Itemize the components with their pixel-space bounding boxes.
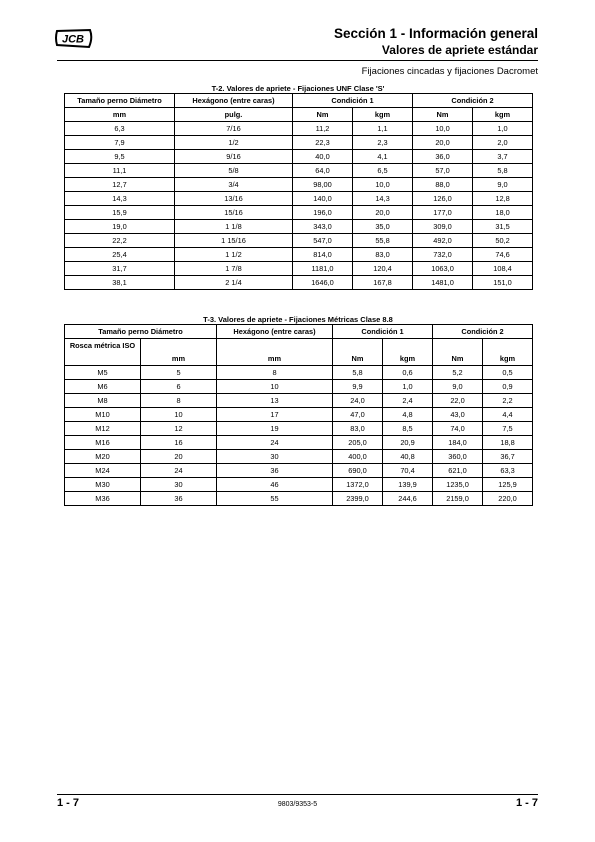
table-row (65, 276, 533, 290)
header-cell: pulg. (175, 108, 293, 122)
header-cell: Hexágono (entre caras) (217, 325, 333, 339)
table-cell: 11,2 (293, 122, 353, 136)
table-cell: 10,0 (413, 122, 473, 136)
header-cell: kgm (483, 339, 533, 366)
table-cell: 20,9 (383, 436, 433, 450)
table-cell: 30 (217, 450, 333, 464)
table-row (65, 248, 533, 262)
table-row (65, 450, 533, 464)
table-cell: 18,8 (483, 436, 533, 450)
table-cell: 5,8 (473, 164, 533, 178)
table-cell: 6,5 (353, 164, 413, 178)
table-cell: 0,6 (383, 366, 433, 380)
table-row (65, 478, 533, 492)
table-cell: 1 15/16 (175, 234, 293, 248)
table-cell: 2,3 (353, 136, 413, 150)
table-cell: 18,0 (473, 206, 533, 220)
table-header-row (65, 108, 533, 122)
table-cell: 2,2 (483, 394, 533, 408)
table-cell: 36,0 (413, 150, 473, 164)
table-cell: 16 (141, 436, 217, 450)
table-cell: 7,5 (483, 422, 533, 436)
page-number-left: 1 - 7 (57, 797, 80, 809)
table-cell: 9,0 (473, 178, 533, 192)
table-cell: 1181,0 (293, 262, 353, 276)
table-cell: 492,0 (413, 234, 473, 248)
table-cell: 10,0 (353, 178, 413, 192)
table-cell: 8,5 (383, 422, 433, 436)
table-cell: 13 (217, 394, 333, 408)
table-cell: 22,0 (433, 394, 483, 408)
unf-torque-table (64, 93, 533, 290)
table-cell: 7/16 (175, 122, 293, 136)
table-cell: 22,2 (65, 234, 175, 248)
table-cell: 3,7 (473, 150, 533, 164)
table-cell: 5/8 (175, 164, 293, 178)
table-cell: 151,0 (473, 276, 533, 290)
header-cell: Hexágono (entre caras) (175, 94, 293, 108)
table-cell: 184,0 (433, 436, 483, 450)
table-cell: 20,0 (413, 136, 473, 150)
table-cell: M20 (65, 450, 141, 464)
table-cell: 17 (217, 408, 333, 422)
table-cell: 205,0 (333, 436, 383, 450)
table-cell: 2,0 (473, 136, 533, 150)
document-code: 9803/9353-5 (277, 801, 318, 808)
table-cell: 14,3 (65, 192, 175, 206)
table-cell: 343,0 (293, 220, 353, 234)
table-cell: 19 (217, 422, 333, 436)
table-cell: 5 (141, 366, 217, 380)
table-cell: 98,00 (293, 178, 353, 192)
table-row (65, 206, 533, 220)
table-cell: 1063,0 (413, 262, 473, 276)
table-cell: 20 (141, 450, 217, 464)
table-header-row (65, 325, 533, 339)
table-cell: 88,0 (413, 178, 473, 192)
table-cell: M24 (65, 464, 141, 478)
table-cell: M8 (65, 394, 141, 408)
table-row (65, 394, 533, 408)
header-cell: mm (141, 339, 217, 366)
table-cell: 0,5 (483, 366, 533, 380)
table-cell: 36 (217, 464, 333, 478)
table-cell: 46 (217, 478, 333, 492)
page-subtitle: Fijaciones cincadas y fijaciones Dacromet (361, 66, 538, 77)
table-cell: 139,9 (383, 478, 433, 492)
table-cell: 19,0 (65, 220, 175, 234)
table-cell: 1481,0 (413, 276, 473, 290)
header-cell: Condición 1 (333, 325, 433, 339)
table-row (65, 366, 533, 380)
header-cell: kgm (353, 108, 413, 122)
table-cell: M10 (65, 408, 141, 422)
table-cell: 1,0 (473, 122, 533, 136)
header-cell: Nm (333, 339, 383, 366)
table-cell: 38,1 (65, 276, 175, 290)
table-cell: 3/4 (175, 178, 293, 192)
table-row (65, 380, 533, 394)
table-row (65, 220, 533, 234)
table-cell: 690,0 (333, 464, 383, 478)
table-cell: 2159,0 (433, 492, 483, 506)
table-cell: 8 (141, 394, 217, 408)
table-cell: 547,0 (293, 234, 353, 248)
header-cell: Nm (293, 108, 353, 122)
table-cell: 30 (141, 478, 217, 492)
table-cell: 2,4 (383, 394, 433, 408)
table-cell: 74,6 (473, 248, 533, 262)
table-row (65, 234, 533, 248)
table-cell: 120,4 (353, 262, 413, 276)
table-cell: 36,7 (483, 450, 533, 464)
table-row (65, 192, 533, 206)
table-cell: 814,0 (293, 248, 353, 262)
section-title: Sección 1 - Información general (333, 26, 538, 41)
table-row (65, 436, 533, 450)
header-cell: kgm (473, 108, 533, 122)
table-cell: 40,8 (383, 450, 433, 464)
table-cell: 125,9 (483, 478, 533, 492)
table-cell: 1 1/2 (175, 248, 293, 262)
page-number-right: 1 - 7 (515, 797, 538, 809)
table-cell: 309,0 (413, 220, 473, 234)
table-cell: 244,6 (383, 492, 433, 506)
table-cell: 6,3 (65, 122, 175, 136)
table-cell: 9/16 (175, 150, 293, 164)
header-cell: Tamaño perno Diámetro (65, 325, 217, 339)
page-title (334, 26, 538, 58)
table-cell: M30 (65, 478, 141, 492)
header-cell: Tamaño perno Diámetro (65, 94, 175, 108)
header-cell: Condición 2 (413, 94, 533, 108)
table-cell: 108,4 (473, 262, 533, 276)
table-cell: 9,0 (433, 380, 483, 394)
table-cell: 57,0 (413, 164, 473, 178)
table-cell: 31,5 (473, 220, 533, 234)
table-cell: 74,0 (433, 422, 483, 436)
table-cell: 10 (141, 408, 217, 422)
table-cell: 167,8 (353, 276, 413, 290)
table-cell: 621,0 (433, 464, 483, 478)
table-cell: 0,9 (483, 380, 533, 394)
table-cell: 1646,0 (293, 276, 353, 290)
table-header-row (65, 94, 533, 108)
table-row (65, 422, 533, 436)
table-cell: 1,1 (353, 122, 413, 136)
table-cell: 140,0 (293, 192, 353, 206)
table-cell: 196,0 (293, 206, 353, 220)
table-cell: 1 1/8 (175, 220, 293, 234)
table-cell: 400,0 (333, 450, 383, 464)
table-row (65, 464, 533, 478)
header-cell: kgm (383, 339, 433, 366)
header-cell: mm (217, 339, 333, 366)
header-cell: Condición 2 (433, 325, 533, 339)
table-cell: 12,7 (65, 178, 175, 192)
table-cell: 14,3 (353, 192, 413, 206)
table-cell: 64,0 (293, 164, 353, 178)
table-cell: 1/2 (175, 136, 293, 150)
header-cell: mm (65, 108, 175, 122)
header-rule (57, 60, 538, 61)
table-cell: 1,0 (383, 380, 433, 394)
table-cell: 83,0 (353, 248, 413, 262)
table-cell: 70,4 (383, 464, 433, 478)
table-cell: 5,2 (433, 366, 483, 380)
table-cell: 8 (217, 366, 333, 380)
table-cell: 31,7 (65, 262, 175, 276)
table-cell: M12 (65, 422, 141, 436)
table-cell: 10 (217, 380, 333, 394)
footer-rule (57, 794, 538, 795)
table-cell: 6 (141, 380, 217, 394)
table-cell: M5 (65, 366, 141, 380)
table-cell: 126,0 (413, 192, 473, 206)
table-cell: 12,8 (473, 192, 533, 206)
metric-torque-table (64, 324, 533, 506)
table-cell: 43,0 (433, 408, 483, 422)
table-row (65, 178, 533, 192)
table-cell: 13/16 (175, 192, 293, 206)
table-cell: 12 (141, 422, 217, 436)
table-row (65, 262, 533, 276)
table-cell: 50,2 (473, 234, 533, 248)
table-cell: 25,4 (65, 248, 175, 262)
table-cell: 11,1 (65, 164, 175, 178)
table-cell: 1 7/8 (175, 262, 293, 276)
table2-caption: T-3. Valores de apriete - Fijaciones Métricas Clase 8.8 (203, 315, 393, 324)
header-cell: Nm (433, 339, 483, 366)
table-cell: 36 (141, 492, 217, 506)
table-cell: 360,0 (433, 450, 483, 464)
table-cell: 7,9 (65, 136, 175, 150)
table-cell: 4,8 (383, 408, 433, 422)
table-cell: 22,3 (293, 136, 353, 150)
table-cell: 9,9 (333, 380, 383, 394)
table-cell: 1372,0 (333, 478, 383, 492)
table1-caption: T-2. Valores de apriete - Fijaciones UNF Clase 'S' (211, 84, 385, 93)
table-cell: 55 (217, 492, 333, 506)
table-cell: 5,8 (333, 366, 383, 380)
table-row (65, 136, 533, 150)
table-cell: 47,0 (333, 408, 383, 422)
table-cell: 24,0 (333, 394, 383, 408)
table-row (65, 122, 533, 136)
table-cell: 4,4 (483, 408, 533, 422)
header-cell: Condición 1 (293, 94, 413, 108)
table-cell: 177,0 (413, 206, 473, 220)
table-row (65, 164, 533, 178)
table-cell: 220,0 (483, 492, 533, 506)
table-header-row (65, 339, 533, 366)
table-cell: 83,0 (333, 422, 383, 436)
table-cell: M36 (65, 492, 141, 506)
table-cell: 63,3 (483, 464, 533, 478)
table-cell: 55,8 (353, 234, 413, 248)
logo-text: JCB (61, 33, 85, 46)
table-cell: 15/16 (175, 206, 293, 220)
table-cell: 20,0 (353, 206, 413, 220)
table-cell: 24 (141, 464, 217, 478)
section-subtitle: Valores de apriete estándar (381, 43, 538, 57)
table-cell: 1235,0 (433, 478, 483, 492)
jcb-logo (54, 27, 94, 49)
table-cell: 2 1/4 (175, 276, 293, 290)
table-row (65, 492, 533, 506)
table-cell: 4,1 (353, 150, 413, 164)
table-cell: 732,0 (413, 248, 473, 262)
table-cell: 2399,0 (333, 492, 383, 506)
table-cell: 24 (217, 436, 333, 450)
header-cell: Nm (413, 108, 473, 122)
table-row (65, 150, 533, 164)
table-cell: 15,9 (65, 206, 175, 220)
table-row (65, 408, 533, 422)
header-cell: Rosca métrica ISO (65, 339, 141, 366)
table-cell: M6 (65, 380, 141, 394)
table-cell: 35,0 (353, 220, 413, 234)
table-cell: 9,5 (65, 150, 175, 164)
table-cell: M16 (65, 436, 141, 450)
table-cell: 40,0 (293, 150, 353, 164)
